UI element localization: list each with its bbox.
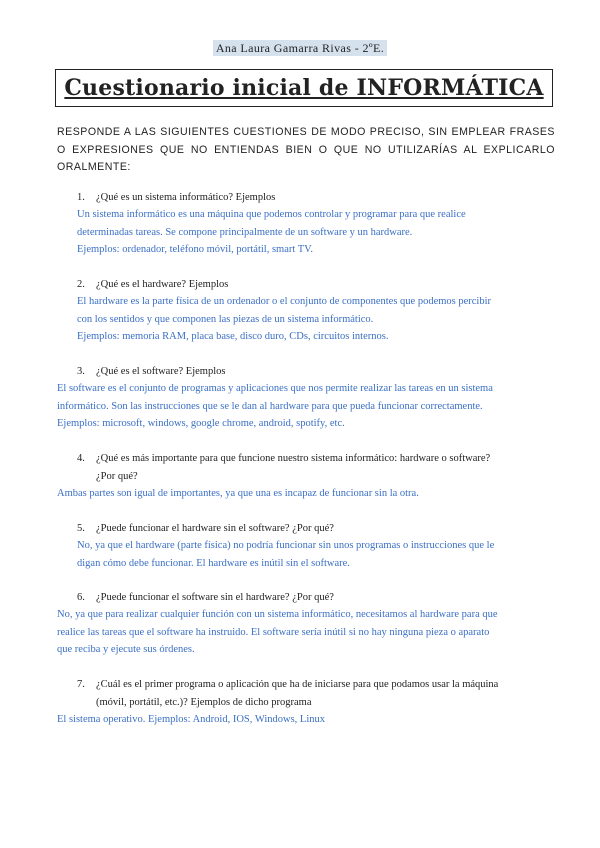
answer-line: digan cómo debe funcionar. El hardware es inútil sin el software. (77, 557, 350, 569)
answer-line: realice las tareas que el software ha instruido. El software sería inútil si no hay ninguna pieza o aparato (57, 626, 490, 638)
answer-2 (77, 293, 555, 346)
answer-line: Ejemplos: ordenador, teléfono móvil, portátil, smart TV. (77, 244, 313, 255)
question-number: 7. (77, 679, 85, 690)
question-text-continued: (móvil, portátil, etc.)? Ejemplos de dicho programa (96, 696, 312, 708)
question-text: ¿Puede funcionar el hardware sin el software? ¿Por qué? (96, 523, 334, 534)
answer-5 (77, 537, 555, 572)
answer-line: Ejemplos: microsoft, windows, google chrome, android, spotify, etc. (57, 418, 345, 429)
question-number: 6. (77, 592, 85, 603)
answer-line: Ejemplos: memoria RAM, placa base, disco duro, CDs, circuitos internos. (77, 331, 389, 342)
question-number: 5. (77, 523, 85, 534)
answer-3 (57, 380, 555, 433)
title-box (55, 69, 553, 107)
answer-4 (57, 485, 555, 503)
question-text-continued: ¿Por qué? (96, 470, 138, 482)
answer-line: informático. Son las instrucciones que se le dan al hardware para que pueda funcionar correctamente. (57, 400, 483, 412)
answer-line: que reciba y ejecute sus órdenes. (57, 644, 195, 655)
answer-line: determinadas tareas. Se compone principalmente de un software y un hardware. (77, 226, 413, 238)
question-number: 4. (77, 453, 85, 464)
answer-6 (57, 606, 555, 659)
question-text: ¿Qué es más importante para que funcione nuestro sistema informático: hardware o software? (96, 453, 491, 464)
answer-line: No, ya que para realizar cualquier función con un sistema informático, necesitamos al hardware para que (57, 609, 498, 620)
answer-7 (57, 711, 555, 729)
answer-line: Un sistema informático es una máquina que podemos controlar y programar para que realice (77, 209, 466, 220)
page-title: Cuestionario inicial de INFORMÁTICA (64, 75, 544, 101)
question-number: 3. (77, 366, 85, 377)
answer-line: con los sentidos y que componen las piezas de un sistema informático. (77, 313, 374, 325)
question-text: ¿Qué es el hardware? Ejemplos (96, 279, 229, 290)
instructions-text: RESPONDE A LAS SIGUIENTES CUESTIONES DE MODO PRECISO, SIN EMPLEAR FRASES O EXPRESIONES QUE NO ENTIENDAS BIEN O QUE NO UTILIZARÍAS AL EXPLICARLO ORALMENTE: (57, 126, 555, 173)
answer-line: No, ya que el hardware (parte física) no podría funcionar sin unos programas o instrucciones que le (77, 540, 495, 551)
question-text: ¿Qué es el software? Ejemplos (96, 366, 226, 377)
question-text: ¿Cuál es el primer programa o aplicación que ha de iniciarse para que podamos usar la máquina (96, 679, 499, 690)
author-label: Ana Laura Gamarra Rivas - 2ºE. (213, 40, 387, 56)
question-number: 2. (77, 279, 85, 290)
answer-line: El hardware es la parte física de un ordenador o el conjunto de componentes que podemos percibir (77, 296, 492, 307)
answer-line: El sistema operativo. Ejemplos: Android, IOS, Windows, Linux (57, 714, 325, 725)
answer-line: Ambas partes son igual de importantes, ya que una es incapaz de funcionar sin la otra. (57, 488, 419, 499)
document-header (0, 39, 600, 57)
question-text: ¿Qué es un sistema informático? Ejemplos (96, 192, 276, 203)
question-number: 1. (77, 192, 85, 203)
answer-1 (77, 206, 555, 259)
answer-line: El software es el conjunto de programas y aplicaciones que nos permite realizar las tareas en un sistema (57, 383, 493, 394)
question-text: ¿Puede funcionar el software sin el hardware? ¿Por qué? (96, 592, 334, 603)
